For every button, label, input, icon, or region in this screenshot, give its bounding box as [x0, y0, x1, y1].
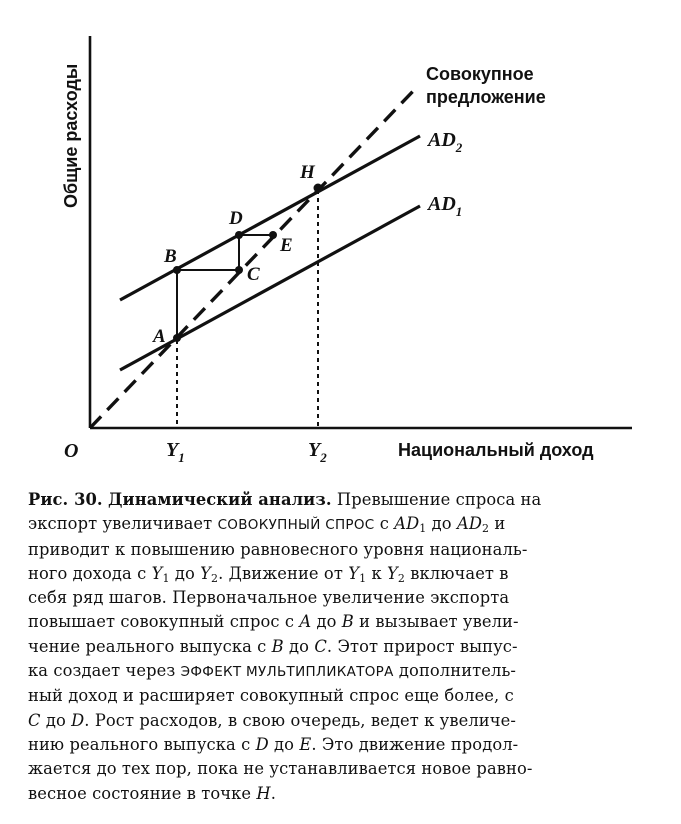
- caption-line-3: приводит к повышению равновесного уровня националь-: [28, 539, 528, 559]
- caption-line-7: чение реального выпуска с B до C. Этот прирост выпус-: [28, 636, 518, 656]
- aggregate-supply-label-line2: предложение: [426, 87, 546, 107]
- aggregate-supply-label-line1: Совокупное: [426, 64, 534, 84]
- point-b-label: B: [164, 246, 177, 267]
- point-h-label: H: [300, 162, 315, 183]
- caption-line-1: [28, 488, 660, 512]
- x-axis-title: Национальный доход: [398, 440, 594, 460]
- y1-label: $Y_1$: [166, 439, 185, 465]
- aggregate-supply-line: [90, 86, 418, 428]
- ad2-label: $AD_2$: [428, 129, 463, 155]
- point-c-dot: [235, 266, 243, 274]
- figure-number: Рис. 30.: [28, 490, 103, 509]
- point-e-dot: [269, 231, 277, 239]
- caption-line-10: C до D. Рост расходов, в свою очередь, ведет к увеличе-: [28, 710, 516, 730]
- caption-line-9: ный доход и расширяет совокупный спрос еще более, с: [28, 686, 514, 706]
- caption-line-13: весное состояние в точке H.: [28, 783, 277, 803]
- y2-label: $Y_2$: [308, 439, 327, 465]
- point-b-dot: [173, 266, 181, 274]
- term-multiplier-effect: ЭФФЕКТ МУЛЬТИПЛИКАТОРА: [180, 664, 394, 681]
- caption-line-12: жается до тех пор, пока не устанавливается новое равно-: [28, 759, 533, 779]
- term-aggregate-demand: СОВОКУПНЫЙ СПРОС: [217, 517, 375, 534]
- point-c-label: C: [247, 264, 260, 285]
- caption-line-8: ка создает через ЭФФЕКТ МУЛЬТИПЛИКАТОРА дополнитель-: [28, 661, 517, 681]
- y-axis-title: Общие расходы: [61, 63, 81, 208]
- point-d-label: D: [229, 208, 243, 229]
- caption-text: Превышение спроса на: [331, 490, 542, 509]
- caption-line-6: повышает совокупный спрос с A до B и вызывает увели-: [28, 612, 519, 632]
- point-a-dot: [173, 334, 181, 342]
- caption-line-11: нию реального выпуска с D до E. Это движение продол-: [28, 734, 519, 754]
- point-a-label: A: [153, 326, 166, 347]
- caption-line-2: экспорт увеличивает СОВОКУПНЫЙ СПРОС с $AD_1$ до $AD_2$ и: [28, 514, 506, 536]
- point-e-label: E: [280, 235, 293, 256]
- origin-label: O: [64, 440, 79, 462]
- point-h-dot: [314, 184, 323, 193]
- figure-title: Динамический анализ.: [107, 490, 332, 509]
- caption-line-5: себя ряд шагов. Первоначальное увеличение экспорта: [28, 588, 510, 608]
- figure-caption: [28, 488, 660, 806]
- point-d-dot: [235, 231, 243, 239]
- ad2-line: [120, 136, 420, 300]
- caption-line-4: ного дохода с $Y_1$ до $Y_2$. Движение от $Y_1$ к $Y_2$ включает в: [28, 563, 509, 585]
- ad1-label: $AD_1$: [428, 193, 463, 219]
